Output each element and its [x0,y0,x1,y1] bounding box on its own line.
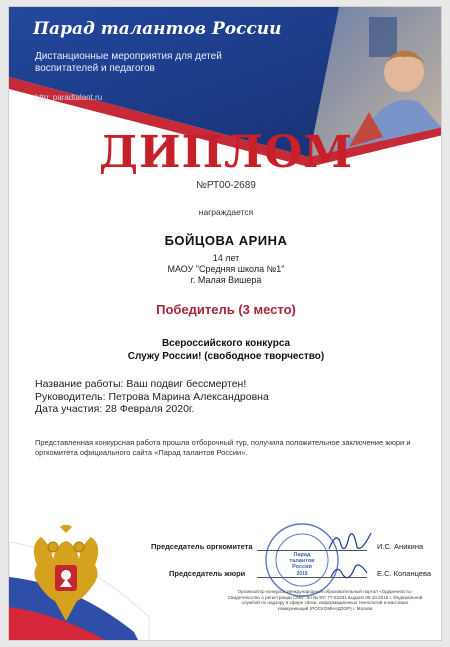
work-title: Название работы: Ваш подвиг бессмертен! [35,378,247,390]
work-details [35,378,269,416]
diploma-number: №РТ00-2689 [196,180,256,191]
place-award: Победитель (3 место) [156,302,296,317]
signature-org-scribble [327,527,373,557]
diploma-note: Представленная конкурсная работа прошла отборочный тур, получила положительное заключение жюри и оргкомитета официального сайта «Парад талантов России». [35,438,411,457]
svg-text:России: России [292,564,312,570]
chair-org-label: Председатель оргкомитета [151,542,253,551]
chair-org-name: И.С. Аникина [377,542,424,551]
signature-jury-scribble [329,559,369,585]
svg-text:2019: 2019 [296,571,308,577]
chair-jury-label: Председатель жюри [169,569,246,578]
contest-line2: Служу России! (свободное творчество) [127,351,325,362]
recipient-age: 14 лет [212,253,240,263]
recipient-city: г. Малая Вишера [190,275,262,285]
footer-organizer-info: Организатор конкурса: Международный образовательный портал «Одаренность» Свидетельство о регистрации СМИ: Эл № ФС 77-63331 выдано 09.10.2015 г. Федеральной службой по надзору в сфере связи, информационных технологий и массовых коммуникаций (РОСКОМНАДЗОР) г. Москва [227,589,423,611]
recipient-school: МАОУ "Средняя школа №1" [167,264,285,274]
contest-line1: Всероссийского конкурса [161,338,291,349]
recipient-name: БОЙЦОВА АРИНА [164,233,288,248]
supervisor: Руководитель: Петрова Марина Александровна [35,390,269,403]
coat-of-arms-icon [27,525,105,627]
brand-subtitle: Дистанционные мероприятия для детей воспитателей и педагогов [35,51,222,74]
contest-name [9,337,442,363]
diploma-title: ДИПЛОМ [98,127,354,178]
recipient-info [9,253,442,286]
chair-jury-name: Е.С. Копанцева [377,569,432,578]
svg-text:талантов: талантов [289,558,315,564]
site-url: http: paradtalant.ru [35,93,103,102]
participation-date: Дата участия: 28 Февраля 2020г. [35,403,195,415]
awarded-text: награждается [198,207,254,217]
diploma-page [8,6,442,641]
brand-title: Парад талантов России [33,19,282,39]
svg-text:Парад: Парад [293,552,311,558]
